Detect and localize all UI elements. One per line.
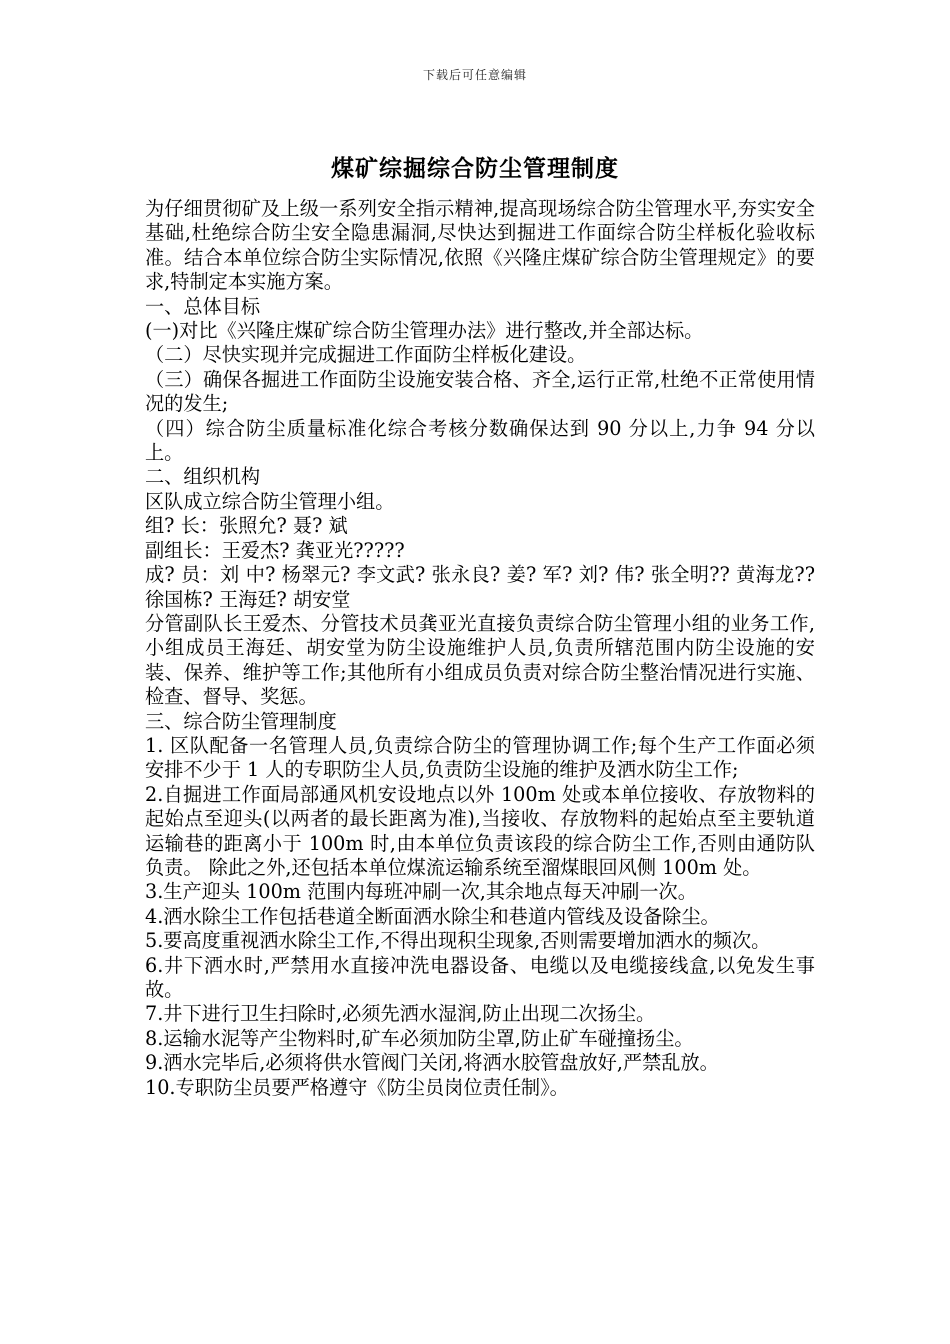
goal-item-1: (一)对比《兴隆庄煤矿综合防尘管理办法》进行整改,并全部达标。	[145, 319, 704, 343]
header-note: 下载后可任意编辑	[422, 68, 527, 82]
section-heading-goals: 一、总体目标	[145, 294, 261, 318]
rule-item-1: 1. 区队配备一名管理人员,负责综合防尘的管理协调工作;每个生产工作面必须安排不少于 1 人的专职防尘人员,负责防尘设施的维护及洒水防尘工作;	[145, 733, 815, 782]
team-leader-line: 组? 长：张照允? 聂? 斌	[145, 514, 348, 538]
rule-item-4: 4.洒水除尘工作包括巷道全断面洒水除尘和巷道内管线及设备除尘。	[145, 904, 720, 928]
deputy-leader-line: 副组长：王爱杰? 龚亚光?????	[145, 538, 405, 562]
rule-item-7: 7.井下进行卫生扫除时,必须先洒水湿润,防止出现二次扬尘。	[145, 1002, 656, 1026]
rule-item-2: 2.自掘进工作面局部通风机安设地点以外 100m 处或本单位接收、存放物料的起始点至迎头(以两者的最长距离为准),当接收、存放物料的起始点至主要轨道运输巷的距离小于 100m 时,由本单位负责该段的综合防尘工作,否则由通防队负责。 除此之外,还包括本单位煤流运输系统至溜煤眼回风侧 100m 处。	[145, 782, 815, 879]
organization-intro: 区队成立综合防尘管理小组。	[145, 489, 395, 513]
section-heading-organization: 二、组织机构	[145, 465, 261, 489]
team-members-line: 成? 员：刘 中? 杨翠元? 李文武? 张永良? 姜? 军? 刘? 伟? 张全明?? 黄海龙?? 徐国栋? 王海廷? 胡安堂	[145, 563, 815, 611]
rule-item-10: 10.专职防尘员要严格遵守《防尘员岗位责任制》。	[145, 1075, 569, 1099]
goal-item-4: （四）综合防尘质量标准化综合考核分数确保达到 90 分以上,力争 94 分以上。	[145, 416, 815, 465]
document-body	[145, 197, 815, 1100]
paragraph-intro: 为仔细贯彻矿及上级一系列安全指示精神,提高现场综合防尘管理水平,夯实安全基础,杜绝综合防尘安全隐患漏洞,尽快达到掘进工作面综合防尘样板化验收标准。结合本单位综合防尘实际情况,依照《兴隆庄煤矿综合防尘管理规定》的要求,特制定本实施方案。	[145, 197, 815, 294]
goal-item-3: （三）确保各掘进工作面防尘设施安装合格、齐全,运行正常,杜绝不正常使用情况的发生;	[145, 367, 815, 416]
section-heading-rules: 三、综合防尘管理制度	[145, 709, 337, 733]
rule-item-9: 9.洒水完毕后,必须将供水管阀门关闭,将洒水胶管盘放好,严禁乱放。	[145, 1051, 719, 1075]
rule-item-5: 5.要高度重视洒水除尘工作,不得出现积尘现象,否则需要增加洒水的频次。	[145, 929, 771, 953]
rule-item-6: 6.井下洒水时,严禁用水直接冲洗电器设备、电缆以及电缆接线盒,以免发生事故。	[145, 953, 815, 1001]
organization-duties: 分管副队长王爱杰、分管技术员龚亚光直接负责综合防尘管理小组的业务工作,小组成员王海廷、胡安堂为防尘设施维护人员,负责所辖范围内防尘设施的安装、保养、维护等工作;其他所有小组成员负责对综合防尘整治情况进行实施、检查、督导、奖惩。	[145, 611, 815, 709]
goal-item-2: （二）尽快实现并完成掘进工作面防尘样板化建设。	[145, 343, 587, 367]
rule-item-8: 8.运输水泥等产尘物料时,矿车必须加防尘罩,防止矿车碰撞扬尘。	[145, 1026, 694, 1050]
document-title: 煤矿综掘综合防尘管理制度	[331, 156, 619, 182]
rule-item-3: 3.生产迎头 100m 范围内每班冲刷一次,其余地点每天冲刷一次。	[145, 880, 697, 904]
